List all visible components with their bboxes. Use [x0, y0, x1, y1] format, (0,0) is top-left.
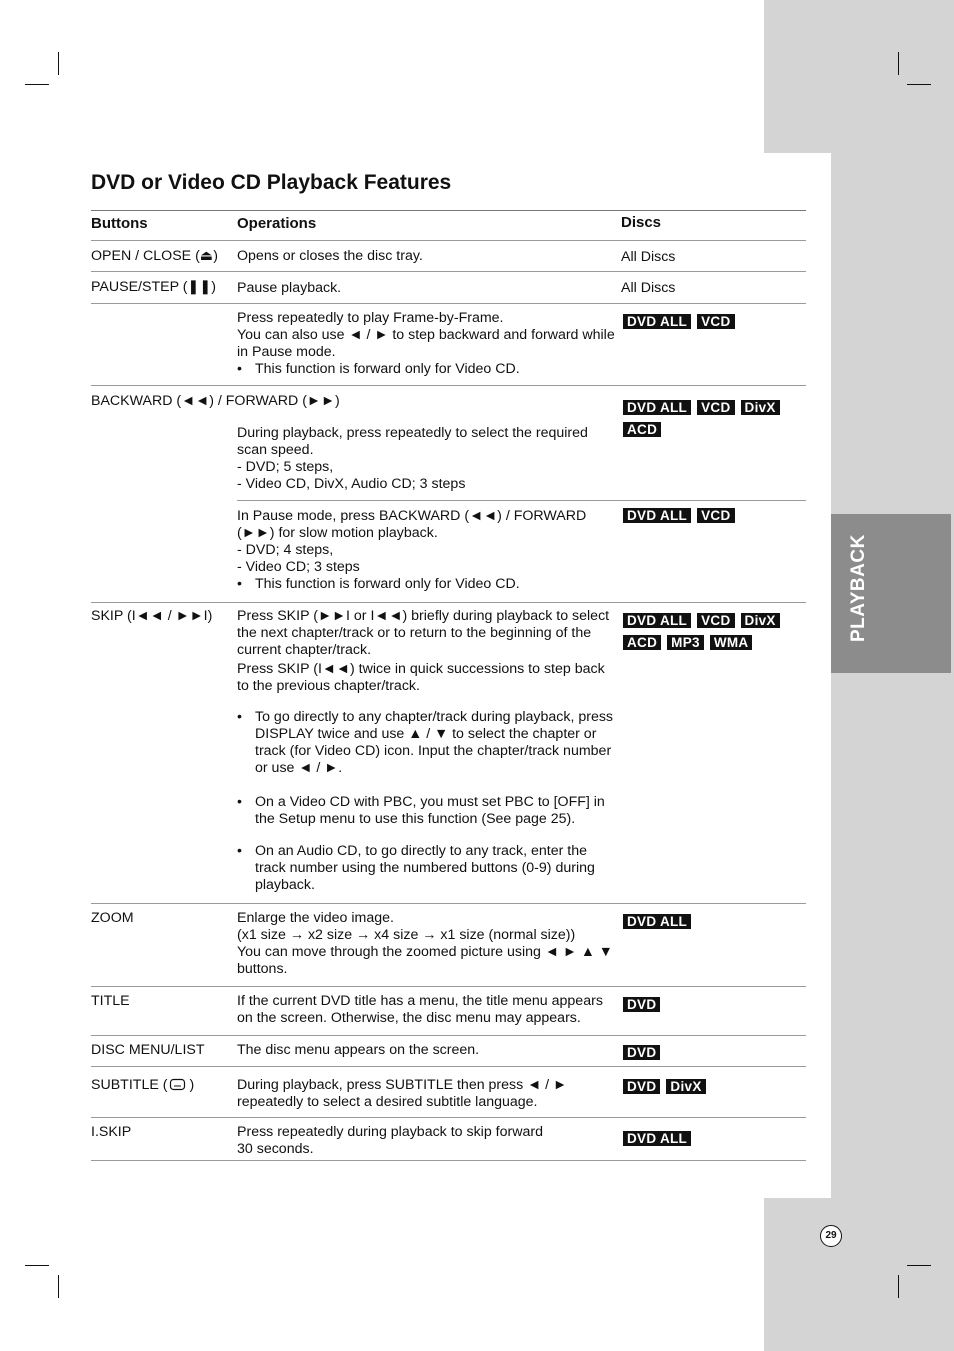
side-margin-bottom	[764, 1198, 954, 1351]
button-zoom: ZOOM	[91, 910, 134, 926]
header-rule	[91, 240, 806, 241]
discs-text: All Discs	[621, 249, 676, 265]
section-tab-label: PLAYBACK	[848, 534, 869, 642]
disc-badge: ACD	[623, 635, 661, 650]
operation-text: - Video CD, DivX, Audio CD; 3 steps	[237, 476, 466, 492]
operation-text: 30 seconds.	[237, 1141, 314, 1157]
discs-text: All Discs	[621, 280, 676, 296]
crop-mark	[907, 1265, 931, 1266]
button-disc-menu: DISC MENU/LIST	[91, 1042, 205, 1058]
button-subtitle-label: SUBTITLE (	[91, 1077, 168, 1093]
disc-badge: VCD	[697, 508, 734, 523]
disc-badges	[623, 612, 803, 656]
table-row	[237, 1124, 615, 1158]
disc-badge: DVD ALL	[623, 400, 691, 415]
crop-mark	[58, 1275, 59, 1298]
row-rule	[91, 385, 806, 386]
operation-text: During playback, press SUBTITLE then press ◄ / ► repeatedly to select a desired subtitle language.	[237, 1077, 568, 1110]
disc-badge: DivX	[741, 400, 780, 415]
operation-text: Press repeatedly to play Frame-by-Frame.	[237, 310, 504, 326]
disc-badge: DVD	[623, 997, 660, 1012]
disc-badge: WMA	[710, 635, 753, 650]
row-rule	[91, 986, 806, 987]
disc-badge: DVD ALL	[623, 1131, 691, 1146]
subtitle-icon	[169, 1078, 187, 1091]
operation-text: Press repeatedly during playback to skip forward	[237, 1124, 543, 1140]
disc-badges	[623, 1130, 803, 1152]
crop-mark	[898, 1275, 899, 1298]
operation-text: - Video CD; 3 steps	[237, 559, 360, 575]
button-subtitle-suffix: )	[189, 1077, 195, 1093]
column-header-discs: Discs	[621, 214, 662, 231]
button-subtitle	[91, 1077, 194, 1094]
operation-text: Pause playback.	[237, 280, 342, 296]
crop-mark	[25, 1265, 49, 1266]
disc-badge: DVD	[623, 1079, 660, 1094]
operation-text: The disc menu appears on the screen.	[237, 1042, 480, 1058]
disc-badges	[623, 313, 803, 335]
disc-badges	[623, 913, 803, 935]
disc-badge: VCD	[697, 400, 734, 415]
operation-text: During playback, press repeatedly to select the required scan speed.	[237, 425, 588, 458]
disc-badges	[623, 1078, 803, 1100]
disc-badge: VCD	[697, 613, 734, 628]
table-row	[237, 425, 615, 493]
disc-badges	[623, 399, 803, 443]
operation-text: You can also use ◄ / ► to step backward and forward while in Pause mode.	[237, 327, 615, 360]
operation-text: - DVD; 4 steps,	[237, 542, 334, 558]
page-number: 29	[820, 1225, 842, 1247]
disc-badge: DVD ALL	[623, 914, 691, 929]
operation-bullet: • On a Video CD with PBC, you must set PBC to [OFF] in the Setup menu to use this function (See page 25).	[237, 794, 615, 828]
disc-badge: DVD ALL	[623, 613, 691, 628]
operation-text: You can move through the zoomed picture using ◄ ► ▲ ▼ buttons.	[237, 944, 613, 977]
row-rule	[91, 1066, 806, 1067]
row-rule	[237, 500, 806, 501]
row-rule	[91, 303, 806, 304]
button-title: TITLE	[91, 993, 130, 1009]
operation-bullet: • To go directly to any chapter/track during playback, press DISPLAY twice and use ▲ / ▼ to select the chapter or track (for Video CD) icon. Input the chapter/track number or use ◄ / ►.	[237, 709, 615, 777]
disc-badge: DVD	[623, 1045, 660, 1060]
row-rule	[91, 903, 806, 904]
crop-mark	[25, 84, 49, 85]
operation-bullet: • This function is forward only for Video CD.	[237, 576, 615, 593]
column-header-operations: Operations	[237, 215, 317, 232]
operation-text: If the current DVD title has a menu, the title menu appears on the screen. Otherwise, the disc menu may appears.	[237, 993, 603, 1026]
disc-badge: DVD ALL	[623, 314, 691, 329]
operation-text: In Pause mode, press BACKWARD (◄◄) / FORWARD (►►) for slow motion playback.	[237, 508, 587, 541]
operation-bullet: • This function is forward only for Video CD.	[237, 361, 615, 378]
disc-badges	[623, 507, 803, 529]
column-header-buttons: Buttons	[91, 215, 148, 232]
table-row	[237, 248, 615, 265]
table-row	[237, 993, 615, 1027]
operation-text: - DVD; 5 steps,	[237, 459, 334, 475]
button-pause-step: PAUSE/STEP (❚❚)	[91, 279, 216, 295]
disc-badge: DivX	[666, 1079, 705, 1094]
operation-text: Enlarge the video image.	[237, 910, 394, 926]
table-row	[237, 1042, 615, 1059]
button-i-skip: I.SKIP	[91, 1124, 132, 1140]
disc-badge: MP3	[667, 635, 704, 650]
side-margin	[831, 153, 954, 1198]
table-top-rule	[91, 210, 806, 211]
table-bottom-rule	[91, 1160, 806, 1161]
button-open-close: OPEN / CLOSE (⏏)	[91, 248, 218, 264]
page-title: DVD or Video CD Playback Features	[91, 171, 452, 194]
disc-badge: ACD	[623, 422, 661, 437]
operation-text: Press SKIP (I◄◄) twice in quick successions to step back to the previous chapter/track.	[237, 661, 605, 694]
table-row	[237, 608, 615, 894]
table-row	[237, 280, 615, 297]
button-skip: SKIP (I◄◄ / ►►I)	[91, 608, 213, 624]
table-row	[237, 1077, 615, 1111]
crop-mark	[907, 84, 931, 85]
disc-badges	[623, 996, 803, 1018]
crop-mark	[898, 52, 899, 75]
row-rule	[91, 1117, 806, 1118]
crop-mark	[58, 52, 59, 75]
row-rule	[91, 1035, 806, 1036]
operation-bullet: • On an Audio CD, to go directly to any track, enter the track number using the numbered buttons (0-9) during playback.	[237, 843, 615, 894]
disc-badge: DVD ALL	[623, 508, 691, 523]
disc-badges	[623, 1044, 803, 1066]
operation-text: (x1 size → x2 size → x4 size → x1 size (normal size))	[237, 927, 576, 943]
disc-badge: DivX	[741, 613, 780, 628]
table-row	[237, 910, 615, 978]
row-rule	[91, 602, 806, 603]
side-margin-top	[764, 0, 954, 153]
disc-badge: VCD	[697, 314, 734, 329]
operation-text: Press SKIP (►►I or I◄◄) briefly during playback to select the next chapter/track or to return to the beginning of the current chapter/track.	[237, 608, 610, 658]
table-row	[237, 310, 615, 378]
table-row	[237, 508, 615, 593]
button-backward-forward: BACKWARD (◄◄) / FORWARD (►►)	[91, 393, 340, 409]
operation-text: Opens or closes the disc tray.	[237, 248, 423, 264]
section-tab-playback	[831, 514, 951, 673]
row-rule	[91, 271, 806, 272]
